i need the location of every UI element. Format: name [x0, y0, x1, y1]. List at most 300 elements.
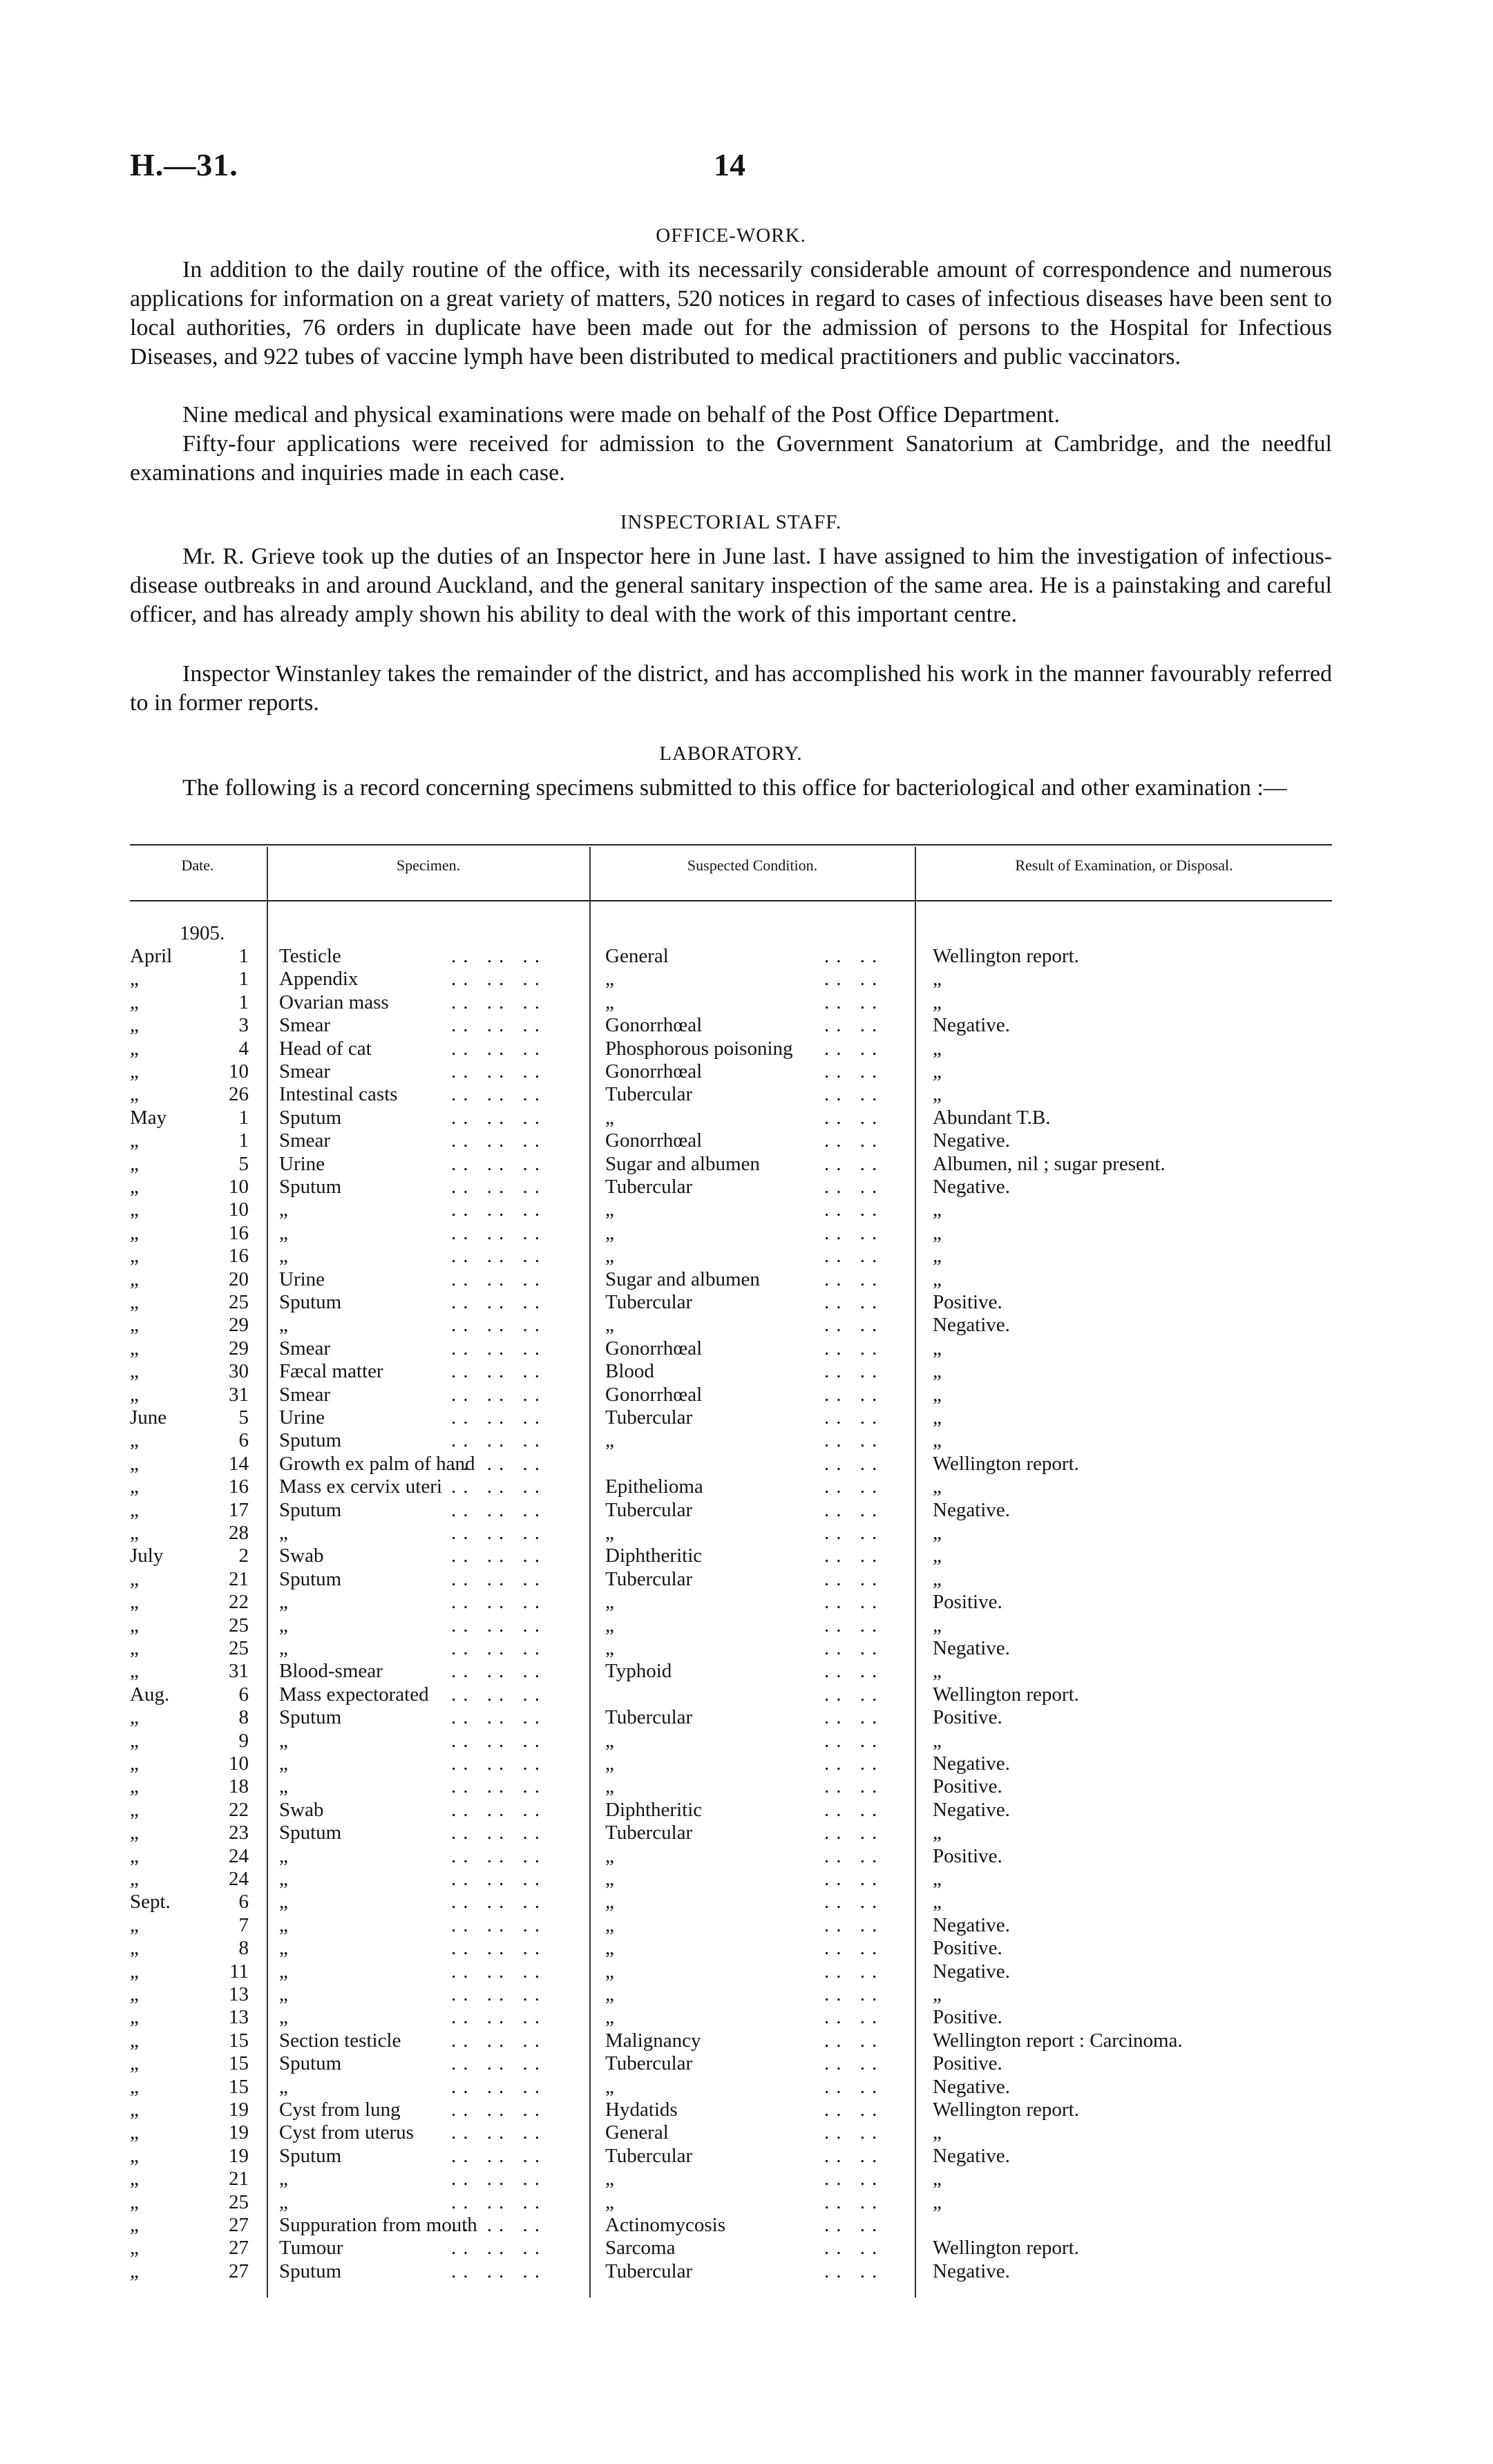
suspected-condition-cell: Sugar and albumen: [605, 1152, 760, 1175]
result-cell: „: [933, 1337, 942, 1359]
suspected-condition-cell: Gonorrhœal: [605, 1129, 703, 1152]
year-row: [130, 922, 1332, 945]
table-row: [130, 1545, 1332, 1567]
date-month: „: [130, 1221, 139, 1244]
result-cell: „: [933, 1822, 942, 1844]
date-month: „: [130, 1383, 139, 1406]
date-month: July: [130, 1545, 164, 1567]
table-row: [130, 1176, 1332, 1198]
leader-dots: .. .. ..: [451, 1729, 546, 1752]
leader-dots: .. .. ..: [451, 1591, 546, 1614]
date-day: 6: [238, 1891, 249, 1913]
specimen-cell: „: [279, 1844, 288, 1867]
inspectorial-staff-paragraph-1: Mr. R. Grieve took up the duties of an Inspector here in June last. I have assigned to him the investigation of infectious-disease outbreaks in and around Auckland, and the general sanitary inspection of the same area. He is a painstaking and careful officer, and has already amply shown his ability to deal with the work of this important centre.: [130, 544, 1332, 627]
leader-dots: .. ..: [824, 1291, 884, 1313]
inspectorial-staff-paragraph-2: Inspector Winstanley takes the remainder of the district, and has accomplished his work in the manner favourably referred to in former reports.: [130, 661, 1332, 716]
specimen-cell: Smear: [279, 1383, 331, 1406]
leader-dots: .. .. ..: [451, 2144, 546, 2167]
leader-dots: .. .. ..: [451, 991, 546, 1013]
specimen-cell: „: [279, 2075, 288, 2098]
specimen-cell: „: [279, 1868, 288, 1890]
leader-dots: .. .. ..: [451, 1452, 546, 1475]
date-day: 28: [229, 1522, 249, 1544]
leader-dots: .. ..: [824, 1245, 884, 1268]
leader-dots: .. .. ..: [451, 1913, 546, 1936]
date-month: „: [130, 1660, 139, 1683]
suspected-condition-cell: Tubercular: [605, 2260, 693, 2282]
leader-dots: .. ..: [824, 1822, 884, 1844]
date-month: „: [130, 2029, 139, 2052]
date-day: 19: [229, 2099, 249, 2121]
specimen-cell: „: [279, 1775, 288, 1798]
result-cell: Positive.: [933, 1844, 1002, 1867]
suspected-condition-cell: „: [605, 1960, 614, 1983]
specimen-cell: „: [279, 1983, 288, 2005]
table-row: [130, 2006, 1332, 2029]
result-cell: „: [933, 1268, 942, 1290]
page-header: [130, 146, 1332, 188]
date-month: „: [130, 991, 139, 1013]
date-day: 8: [238, 1937, 249, 1960]
leader-dots: .. ..: [824, 2144, 884, 2167]
leader-dots: .. ..: [824, 1106, 884, 1129]
table-row: [130, 1337, 1332, 1360]
leader-dots: .. .. ..: [451, 1937, 546, 1960]
specimen-cell: Sputum: [279, 1106, 342, 1129]
specimen-cell: „: [279, 1614, 288, 1636]
leader-dots: .. .. ..: [451, 1522, 546, 1544]
suspected-condition-cell: Gonorrhœal: [605, 1383, 703, 1406]
date-month: „: [130, 1522, 139, 1544]
leader-dots: .. ..: [824, 1383, 884, 1406]
leader-dots: .. ..: [824, 1706, 884, 1729]
result-cell: Negative.: [933, 1637, 1010, 1659]
date-month: Aug.: [130, 1683, 170, 1706]
suspected-condition-cell: „: [605, 1522, 614, 1544]
date-day: 26: [229, 1083, 249, 1106]
specimen-cell: Cyst from uterus: [279, 2121, 414, 2144]
specimen-cell: Sputum: [279, 1822, 342, 1844]
leader-dots: .. .. ..: [451, 1221, 546, 1244]
date-month: „: [130, 2121, 139, 2144]
result-cell: Negative.: [933, 1176, 1010, 1198]
leader-dots: .. ..: [824, 1591, 884, 1614]
leader-dots: .. .. ..: [451, 1960, 546, 1983]
date-month: „: [130, 1198, 139, 1221]
specimen-cell: „: [279, 1522, 288, 1544]
table-row: [130, 1107, 1332, 1129]
column-header-specimen: Specimen.: [396, 857, 461, 874]
specimen-cell: Sputum: [279, 2144, 342, 2167]
date-month: „: [130, 1060, 139, 1082]
date-day: 1: [238, 991, 249, 1013]
table-row: [130, 1753, 1332, 1775]
table-row: [130, 1245, 1332, 1268]
date-month: „: [130, 1937, 139, 1960]
specimen-cell: Mass expectorated: [279, 1683, 429, 1706]
table-row: [130, 1614, 1332, 1637]
date-day: 31: [229, 1383, 249, 1406]
result-cell: Wellington report.: [933, 2099, 1079, 2121]
specimen-cell: „: [279, 1937, 288, 1960]
specimen-cell: Mass ex cervix uteri: [279, 1475, 442, 1498]
date-month: „: [130, 2075, 139, 2098]
specimen-cell: „: [279, 1891, 288, 1913]
table-row: [130, 1868, 1332, 1891]
result-cell: „: [933, 968, 942, 991]
leader-dots: .. ..: [824, 1683, 884, 1706]
date-day: 20: [229, 1268, 249, 1290]
table-row: [130, 2052, 1332, 2075]
leader-dots: .. ..: [824, 968, 884, 991]
table-row: [130, 991, 1332, 1014]
date-month: „: [130, 968, 139, 991]
date-day: 11: [229, 1960, 249, 1983]
specimen-cell: Smear: [279, 1060, 331, 1082]
date-month: „: [130, 1291, 139, 1313]
specimen-cell: Suppuration from mouth: [279, 2214, 477, 2236]
result-cell: Negative.: [933, 2144, 1010, 2167]
date-month: „: [130, 1591, 139, 1614]
date-month: „: [130, 1614, 139, 1636]
leader-dots: .. ..: [824, 1637, 884, 1659]
suspected-condition-cell: Tubercular: [605, 2052, 693, 2075]
specimen-cell: Swab: [279, 1798, 324, 1821]
table-row: [130, 1637, 1332, 1660]
table-row: [130, 1429, 1332, 1452]
date-month: „: [130, 1245, 139, 1268]
result-cell: „: [933, 1221, 942, 1244]
date-month: „: [130, 1268, 139, 1290]
laboratory-heading: LABORATORY.: [659, 743, 803, 765]
leader-dots: .. .. ..: [451, 1060, 546, 1082]
date-day: 1: [238, 1106, 249, 1129]
leader-dots: .. ..: [824, 1614, 884, 1636]
leader-dots: .. ..: [824, 1129, 884, 1152]
date-day: 29: [229, 1337, 249, 1359]
leader-dots: .. ..: [824, 1545, 884, 1567]
result-cell: Albumen, nil ; sugar present.: [933, 1152, 1166, 1175]
result-cell: „: [933, 1660, 942, 1683]
leader-dots: .. .. ..: [451, 945, 546, 967]
date-month: „: [130, 1037, 139, 1060]
leader-dots: .. ..: [824, 1753, 884, 1775]
result-cell: Negative.: [933, 1913, 1010, 1936]
suspected-condition-cell: Phosphorous poisoning: [605, 1037, 793, 1060]
result-cell: „: [933, 1198, 942, 1221]
leader-dots: .. .. ..: [451, 1176, 546, 1198]
specimen-cell: Section testicle: [279, 2029, 401, 2052]
date-month: „: [130, 1129, 139, 1152]
table-row: [130, 2030, 1332, 2052]
result-cell: Negative.: [933, 2075, 1010, 2098]
specimen-cell: Growth ex palm of hand: [279, 1452, 475, 1475]
specimen-cell: „: [279, 1960, 288, 1983]
suspected-condition-cell: „: [605, 1729, 614, 1752]
suspected-condition-cell: Actinomycosis: [605, 2214, 725, 2236]
date-day: 16: [229, 1221, 249, 1244]
date-day: 1: [238, 968, 249, 991]
specimen-cell: „: [279, 1591, 288, 1614]
leader-dots: .. .. ..: [451, 2052, 546, 2075]
date-day: 27: [229, 2237, 249, 2260]
table-row: [130, 1522, 1332, 1545]
table-row: [130, 1960, 1332, 1983]
table-row: [130, 1129, 1332, 1152]
result-cell: „: [933, 1545, 942, 1567]
table-row: [130, 1499, 1332, 1522]
date-month: „: [130, 1429, 139, 1452]
result-cell: „: [933, 2168, 942, 2190]
date-day: 10: [229, 1198, 249, 1221]
suspected-condition-cell: Tubercular: [605, 2144, 693, 2167]
specimen-cell: „: [279, 2190, 288, 2213]
leader-dots: .. ..: [824, 1083, 884, 1106]
suspected-condition-cell: „: [605, 1868, 614, 1890]
specimen-cell: „: [279, 1221, 288, 1244]
date-month: „: [130, 1014, 139, 1037]
date-day: 10: [229, 1060, 249, 1082]
table-row: [130, 968, 1332, 991]
leader-dots: .. .. ..: [451, 2121, 546, 2144]
result-cell: „: [933, 1083, 942, 1106]
date-day: 6: [238, 1683, 249, 1706]
result-cell: Positive.: [933, 1591, 1002, 1614]
table-row: [130, 1937, 1332, 1960]
suspected-condition-cell: „: [605, 1753, 614, 1775]
leader-dots: .. .. ..: [451, 1614, 546, 1636]
leader-dots: .. .. ..: [451, 2029, 546, 2052]
date-month: „: [130, 1822, 139, 1844]
result-cell: Wellington report.: [933, 1683, 1079, 1706]
date-day: 19: [229, 2121, 249, 2144]
result-cell: „: [933, 1360, 942, 1383]
specimen-cell: „: [279, 2168, 288, 2190]
date-day: 5: [238, 1152, 249, 1175]
table-row: [130, 2191, 1332, 2214]
leader-dots: .. ..: [824, 1037, 884, 1060]
suspected-condition-cell: „: [605, 1314, 614, 1337]
table-row: [130, 945, 1332, 968]
suspected-condition-cell: Sarcoma: [605, 2237, 676, 2260]
leader-dots: .. ..: [824, 2260, 884, 2282]
result-cell: „: [933, 1060, 942, 1082]
result-cell: Abundant T.B.: [933, 1106, 1051, 1129]
date-month: „: [130, 2237, 139, 2260]
specimen-cell: Urine: [279, 1268, 325, 1290]
date-month: „: [130, 1452, 139, 1475]
result-cell: Wellington report.: [933, 2237, 1079, 2260]
result-cell: „: [933, 1891, 942, 1913]
suspected-condition-cell: „: [605, 1614, 614, 1636]
specimen-cell: Sputum: [279, 1567, 342, 1590]
date-month: „: [130, 1152, 139, 1175]
table-row: [130, 1291, 1332, 1314]
date-day: 15: [229, 2029, 249, 2052]
suspected-condition-cell: Hydatids: [605, 2099, 678, 2121]
suspected-condition-cell: Typhoid: [605, 1660, 672, 1683]
date-day: 24: [229, 1844, 249, 1867]
specimen-cell: Sputum: [279, 2260, 342, 2282]
specimen-cell: „: [279, 1314, 288, 1337]
date-day: 25: [229, 1614, 249, 1636]
result-cell: „: [933, 1983, 942, 2005]
suspected-condition-cell: Tubercular: [605, 1291, 693, 1313]
column-header-date: Date.: [181, 857, 214, 874]
office-work-paragraph-2: Nine medical and physical examinations were made on behalf of the Post Office Department.: [182, 402, 1061, 428]
date-day: 10: [229, 1753, 249, 1775]
specimen-cell: Sputum: [279, 1706, 342, 1729]
specimen-cell: Cyst from lung: [279, 2099, 401, 2121]
leader-dots: .. ..: [824, 1522, 884, 1544]
date-month: April: [130, 945, 173, 967]
leader-dots: .. ..: [824, 1660, 884, 1683]
leader-dots: .. ..: [824, 2006, 884, 2029]
leader-dots: .. ..: [824, 1798, 884, 1821]
leader-dots: .. ..: [824, 2099, 884, 2121]
date-month: „: [130, 2260, 139, 2282]
leader-dots: .. .. ..: [451, 1660, 546, 1683]
date-month: „: [130, 1314, 139, 1337]
leader-dots: .. .. ..: [451, 2075, 546, 2098]
table-row: [130, 1568, 1332, 1591]
date-day: 6: [238, 1429, 249, 1452]
table-row: [130, 2168, 1332, 2190]
leader-dots: .. ..: [824, 1314, 884, 1337]
leader-dots: .. ..: [824, 1406, 884, 1429]
specimen-cell: Urine: [279, 1406, 325, 1429]
leader-dots: .. .. ..: [451, 1245, 546, 1268]
suspected-condition-cell: „: [605, 1844, 614, 1867]
leader-dots: .. ..: [824, 1937, 884, 1960]
suspected-condition-cell: „: [605, 1591, 614, 1614]
leader-dots: .. .. ..: [451, 1637, 546, 1659]
date-day: 16: [229, 1245, 249, 1268]
date-day: 15: [229, 2052, 249, 2075]
date-month: „: [130, 1868, 139, 1890]
suspected-condition-cell: Tubercular: [605, 1822, 693, 1844]
office-work-heading: OFFICE-WORK.: [656, 225, 806, 247]
leader-dots: .. ..: [824, 1844, 884, 1867]
table-row: [130, 1360, 1332, 1383]
table-row: [130, 1775, 1332, 1798]
date-month: „: [130, 1475, 139, 1498]
leader-dots: .. ..: [824, 1268, 884, 1290]
date-day: 16: [229, 1475, 249, 1498]
suspected-condition-cell: Malignancy: [605, 2029, 701, 2052]
result-cell: Negative.: [933, 1498, 1010, 1521]
leader-dots: .. .. ..: [451, 1844, 546, 1867]
suspected-condition-cell: „: [605, 1221, 614, 1244]
suspected-condition-cell: General: [605, 945, 669, 967]
result-cell: Positive.: [933, 1706, 1002, 1729]
table-row: [130, 2145, 1332, 2168]
date-day: 22: [229, 1591, 249, 1614]
suspected-condition-cell: Tubercular: [605, 1176, 693, 1198]
laboratory-intro: The following is a record concerning specimens submitted to this office for bacteriological and other examination :—: [182, 775, 1287, 801]
result-cell: Negative.: [933, 2260, 1010, 2282]
date-month: „: [130, 1775, 139, 1798]
leader-dots: .. ..: [824, 1960, 884, 1983]
table-row: [130, 1153, 1332, 1176]
leader-dots: .. .. ..: [451, 968, 546, 991]
date-month: „: [130, 1753, 139, 1775]
table-row: [130, 1891, 1332, 1913]
suspected-condition-cell: „: [605, 1983, 614, 2005]
suspected-condition-cell: Epithelioma: [605, 1475, 703, 1498]
suspected-condition-cell: Tubercular: [605, 1567, 693, 1590]
date-month: „: [130, 2006, 139, 2029]
specimen-cell: Smear: [279, 1337, 331, 1359]
result-cell: Wellington report : Carcinoma.: [933, 2029, 1183, 2052]
date-day: 27: [229, 2260, 249, 2282]
date-month: „: [130, 1176, 139, 1198]
suspected-condition-cell: Diphtheritic: [605, 1798, 703, 1821]
suspected-condition-cell: Gonorrhœal: [605, 1337, 703, 1359]
suspected-condition-cell: „: [605, 1429, 614, 1452]
date-month: June: [130, 1406, 167, 1429]
leader-dots: .. ..: [824, 1498, 884, 1521]
leader-dots: .. .. ..: [451, 1106, 546, 1129]
leader-dots: .. .. ..: [451, 1083, 546, 1106]
date-day: 13: [229, 1983, 249, 2005]
result-cell: Negative.: [933, 1314, 1010, 1337]
leader-dots: .. ..: [824, 1221, 884, 1244]
table-row: [130, 1914, 1332, 1937]
leader-dots: .. .. ..: [451, 1868, 546, 1890]
specimen-cell: „: [279, 1729, 288, 1752]
leader-dots: .. ..: [824, 1060, 884, 1082]
result-cell: Wellington report.: [933, 1452, 1079, 1475]
date-day: 25: [229, 1637, 249, 1659]
table-row: [130, 1730, 1332, 1753]
suspected-condition-cell: Tubercular: [605, 1083, 693, 1106]
leader-dots: .. ..: [824, 1360, 884, 1383]
date-day: 8: [238, 1706, 249, 1729]
table-row: [130, 1038, 1332, 1060]
table-row: [130, 1660, 1332, 1683]
date-month: „: [130, 1913, 139, 1936]
table-row: [130, 1845, 1332, 1868]
leader-dots: .. ..: [824, 2168, 884, 2190]
result-cell: „: [933, 1567, 942, 1590]
specimen-cell: „: [279, 1245, 288, 1268]
leader-dots: .. .. ..: [451, 1567, 546, 1590]
date-month: „: [130, 1637, 139, 1659]
date-day: 27: [229, 2214, 249, 2236]
column-header-suspected: Suspected Condition.: [687, 857, 818, 874]
result-cell: „: [933, 1037, 942, 1060]
leader-dots: .. ..: [824, 1913, 884, 1936]
table-row: [130, 2214, 1332, 2237]
leader-dots: .. .. ..: [451, 2237, 546, 2260]
specimen-cell: Smear: [279, 1129, 331, 1152]
inspectorial-staff-heading: INSPECTORIAL STAFF.: [620, 511, 842, 533]
suspected-condition-cell: „: [605, 2075, 614, 2098]
date-day: 25: [229, 1291, 249, 1313]
leader-dots: .. ..: [824, 1729, 884, 1752]
date-day: 7: [238, 1913, 249, 1936]
result-cell: „: [933, 1406, 942, 1429]
date-month: „: [130, 1844, 139, 1867]
leader-dots: .. ..: [824, 1983, 884, 2005]
leader-dots: .. .. ..: [451, 1775, 546, 1798]
leader-dots: .. .. ..: [451, 1406, 546, 1429]
suspected-condition-cell: Gonorrhœal: [605, 1060, 703, 1082]
table-row: [130, 1983, 1332, 2006]
date-day: 1: [238, 945, 249, 967]
leader-dots: .. ..: [824, 1337, 884, 1359]
